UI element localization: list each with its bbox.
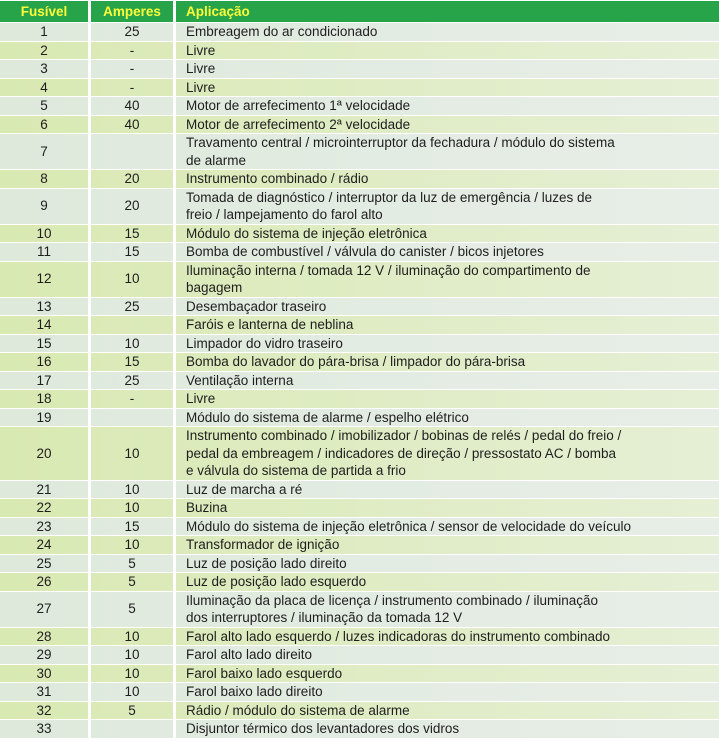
- table-row: [0, 134, 719, 169]
- application-cell: Livre: [173, 60, 719, 78]
- amperage-cell: -: [88, 60, 173, 78]
- fuse-table-body: [0, 23, 719, 738]
- amperage-cell: 10: [88, 481, 173, 499]
- amperage-cell: 25: [88, 298, 173, 316]
- application-cell: Farol alto lado esquerdo / luzes indicadoras do instrumento combinado: [173, 628, 719, 646]
- fuse-number-cell: 3: [40, 61, 48, 76]
- table-row: [0, 372, 719, 390]
- table-row: [0, 683, 719, 701]
- table-row: [0, 298, 719, 316]
- amperage-cell: 40: [88, 97, 173, 115]
- table-row: [0, 427, 719, 480]
- fuse-number-cell: 9: [40, 198, 48, 214]
- fuse-number-cell: 20: [36, 445, 52, 461]
- header-row: [0, 1, 719, 22]
- application-line: pedal da embreagem / indicadores de direção / pressostato AC / bomba: [186, 445, 617, 461]
- amperage-cell: 10: [88, 262, 173, 297]
- amperage-cell: 10: [88, 536, 173, 554]
- table-row: [0, 97, 719, 115]
- table-row: [0, 665, 719, 683]
- table-row: [0, 390, 719, 408]
- fuse-number-cell: 17: [36, 372, 52, 388]
- amperage-cell: 15: [88, 225, 173, 243]
- application-cell: Embreagem do ar condicionado: [173, 23, 719, 41]
- fuse-number-cell: 10: [36, 225, 52, 241]
- fuse-number-cell: 32: [36, 702, 52, 718]
- table-row: [0, 628, 719, 646]
- table-row: [0, 189, 719, 224]
- amperage-cell: [88, 134, 173, 169]
- application-cell: Motor de arrefecimento 1ª velocidade: [173, 97, 719, 115]
- application-cell: Livre: [173, 42, 719, 60]
- fuse-number-cell: 28: [36, 628, 52, 644]
- column-header-aplicacao: Aplicação: [173, 1, 719, 22]
- application-line: freio / lampejamento do farol alto: [186, 207, 383, 222]
- amperage-cell: [88, 409, 173, 427]
- amperage-cell: 15: [88, 518, 173, 536]
- fuse-number-cell: 24: [36, 537, 52, 552]
- application-cell: Luz de marcha a ré: [173, 481, 719, 499]
- table-row: [0, 353, 719, 371]
- fuse-number-cell: 22: [36, 500, 52, 515]
- application-cell: Rádio / módulo do sistema de alarme: [173, 702, 719, 720]
- fuse-number-cell: 21: [36, 481, 52, 497]
- table-row: [0, 42, 719, 60]
- application-line: e válvula do sistema de partida a frio: [186, 463, 406, 478]
- application-cell: Bomba do lavador do pára-brisa / limpador do pára-brisa: [173, 353, 719, 371]
- fuse-table-header: [0, 1, 719, 22]
- amperage-cell: 5: [88, 702, 173, 720]
- table-row: [0, 116, 719, 134]
- fuse-number-cell: 26: [36, 574, 52, 589]
- amperage-cell: 5: [88, 555, 173, 573]
- application-cell: Ventilação interna: [173, 372, 719, 390]
- application-cell: Farol alto lado direito: [173, 646, 719, 664]
- fuse-number-cell: 31: [36, 684, 52, 699]
- amperage-cell: [88, 316, 173, 334]
- amperage-cell: 10: [88, 335, 173, 353]
- table-row: [0, 518, 719, 536]
- amperage-cell: 5: [88, 573, 173, 591]
- amperage-cell: 15: [88, 243, 173, 261]
- fuse-number-cell: 8: [40, 171, 48, 186]
- fuse-number-cell: 18: [36, 391, 52, 406]
- application-cell: Módulo do sistema de injeção eletrônica: [173, 225, 719, 243]
- fuse-number-cell: 16: [36, 354, 52, 369]
- table-row: [0, 536, 719, 554]
- fuse-number-cell: 4: [40, 79, 48, 95]
- amperage-cell: 10: [88, 683, 173, 701]
- fuse-number-cell: 11: [36, 244, 51, 259]
- fuse-number-cell: 7: [40, 143, 48, 159]
- amperage-cell: 10: [88, 646, 173, 664]
- amperage-cell: 10: [88, 665, 173, 683]
- application-cell: Faróis e lanterna de neblina: [173, 316, 719, 334]
- fuse-number-cell: 23: [36, 518, 52, 534]
- amperage-cell: [88, 720, 173, 738]
- application-cell: Livre: [173, 390, 719, 408]
- fuse-number-cell: 13: [36, 298, 52, 314]
- amperage-cell: -: [88, 390, 173, 408]
- amperage-cell: -: [88, 79, 173, 97]
- application-cell: Livre: [173, 79, 719, 97]
- fuse-number-cell: 30: [36, 665, 52, 681]
- application-line: dos interruptores / iluminação da tomada 12 V: [186, 610, 463, 625]
- application-cell: Farol baixo lado direito: [173, 683, 719, 701]
- amperage-cell: 20: [88, 189, 173, 224]
- application-cell: Módulo do sistema de injeção eletrônica / sensor de velocidade do veículo: [173, 518, 719, 536]
- column-header-amperes: Amperes: [88, 1, 173, 22]
- amperage-cell: 5: [88, 592, 173, 627]
- table-row: [0, 720, 719, 738]
- table-row: [0, 646, 719, 664]
- table-row: [0, 262, 719, 297]
- fuse-number-cell: 33: [36, 721, 52, 736]
- fuse-number-cell: 5: [40, 98, 48, 113]
- application-line: Travamento central / microinterruptor da fechadura / módulo do sistema: [186, 135, 615, 150]
- application-line: bagagem: [186, 280, 243, 295]
- amperage-cell: 25: [88, 23, 173, 41]
- fuse-number-cell: 1: [40, 24, 48, 39]
- application-cell: [173, 427, 719, 480]
- application-cell: Luz de posição lado direito: [173, 555, 719, 573]
- application-cell: Buzina: [173, 499, 719, 517]
- application-cell: Instrumento combinado / rádio: [173, 170, 719, 188]
- application-cell: [173, 134, 719, 169]
- application-cell: Luz de posição lado esquerdo: [173, 573, 719, 591]
- table-row: [0, 60, 719, 78]
- amperage-cell: 10: [88, 628, 173, 646]
- table-row: [0, 592, 719, 627]
- table-row: [0, 573, 719, 591]
- table-row: [0, 170, 719, 188]
- table-row: [0, 335, 719, 353]
- application-cell: Limpador do vidro traseiro: [173, 335, 719, 353]
- application-cell: [173, 189, 719, 224]
- table-row: [0, 409, 719, 427]
- application-cell: Farol baixo lado esquerdo: [173, 665, 719, 683]
- application-cell: Disjuntor térmico dos levantadores dos vidros: [173, 720, 719, 738]
- table-row: [0, 243, 719, 261]
- amperage-cell: 15: [88, 353, 173, 371]
- table-row: [0, 481, 719, 499]
- table-row: [0, 555, 719, 573]
- table-row: [0, 23, 719, 41]
- amperage-cell: 25: [88, 372, 173, 390]
- column-header-fusivel: Fusível: [0, 1, 88, 22]
- table-row: [0, 225, 719, 243]
- application-cell: Desembaçador traseiro: [173, 298, 719, 316]
- amperage-cell: 10: [88, 499, 173, 517]
- amperage-cell: -: [88, 42, 173, 60]
- fuse-number-cell: 25: [36, 555, 52, 571]
- table-row: [0, 316, 719, 334]
- table-row: [0, 702, 719, 720]
- application-cell: Motor de arrefecimento 2ª velocidade: [173, 116, 719, 134]
- amperage-cell: 20: [88, 170, 173, 188]
- application-cell: Módulo do sistema de alarme / espelho elétrico: [173, 409, 719, 427]
- application-line: Iluminação da placa de licença / instrumento combinado / iluminação: [186, 592, 598, 608]
- fuse-number-cell: 14: [36, 317, 52, 332]
- amperage-cell: 40: [88, 116, 173, 134]
- application-line: Tomada de diagnóstico / interruptor da luz de emergência / luzes de: [186, 189, 592, 205]
- fuse-number-cell: 6: [40, 116, 48, 132]
- application-line: Iluminação interna / tomada 12 V / iluminação do compartimento de: [186, 262, 591, 278]
- application-cell: [173, 262, 719, 297]
- fuse-number-cell: 19: [36, 409, 52, 425]
- table-row: [0, 499, 719, 517]
- fuse-number-cell: 15: [36, 335, 52, 351]
- application-cell: Bomba de combustível / válvula do canister / bicos injetores: [173, 243, 719, 261]
- amperage-cell: 10: [88, 427, 173, 480]
- application-line: de alarme: [186, 152, 247, 168]
- fuse-number-cell: 27: [36, 601, 52, 617]
- fuse-number-cell: 29: [36, 647, 52, 662]
- fuse-number-cell: 12: [36, 271, 52, 287]
- fuse-number-cell: 2: [40, 42, 48, 58]
- application-cell: Transformador de ignição: [173, 536, 719, 554]
- table-row: [0, 79, 719, 97]
- application-cell: [173, 592, 719, 627]
- application-line: Instrumento combinado / imobilizador / bobinas de relés / pedal do freio /: [186, 428, 622, 443]
